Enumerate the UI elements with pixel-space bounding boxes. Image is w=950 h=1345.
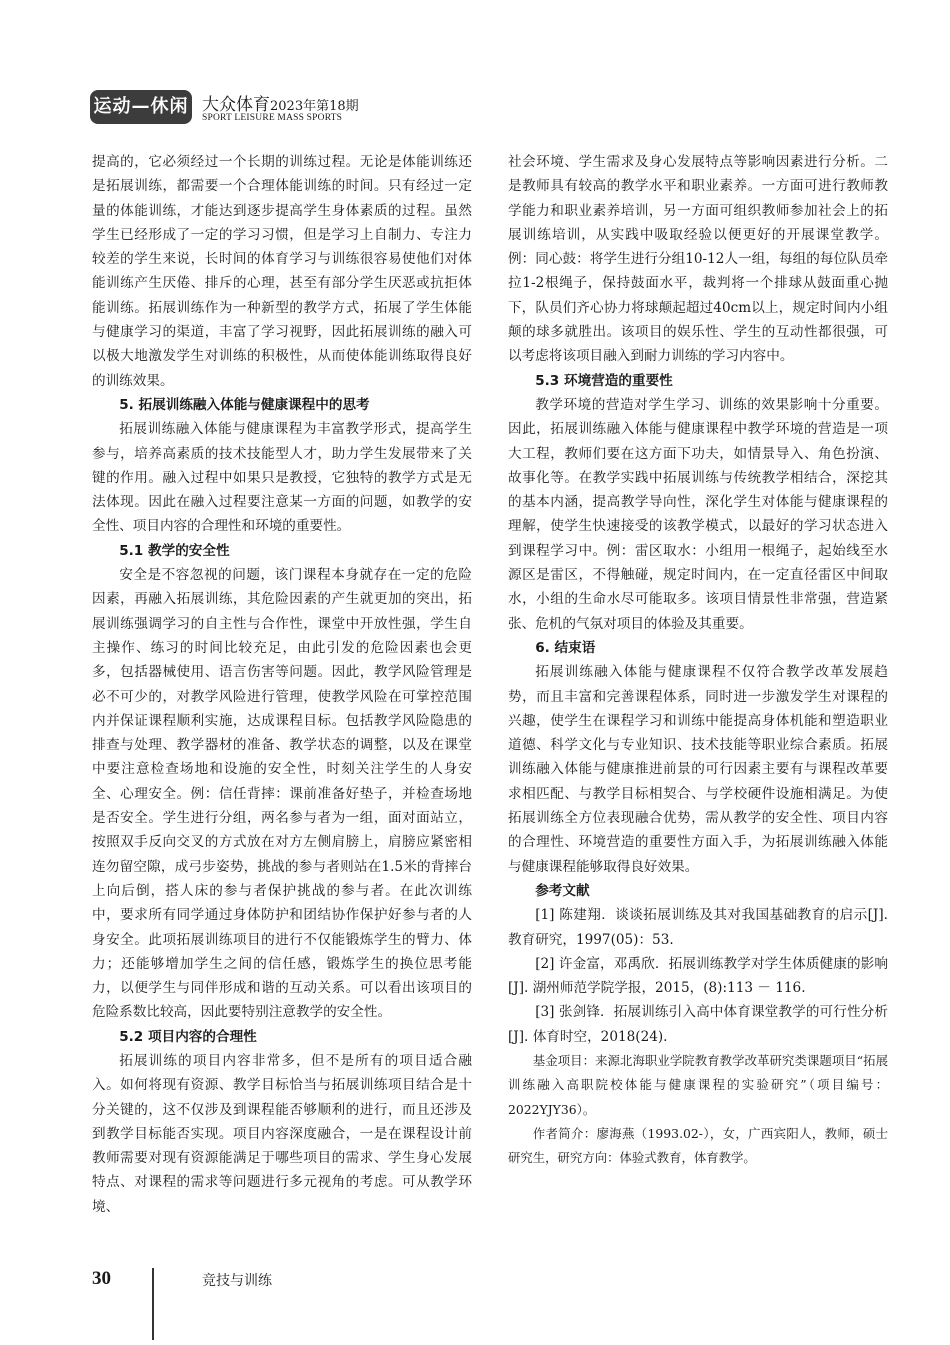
magazine-subtitle: SPORT LEISURE MASS SPORTS <box>202 113 343 123</box>
section-name: 竞技与训练 <box>202 1273 272 1289</box>
paragraph: 拓展训练融入体能与健康课程为丰富教学形式，提高学生参与，培养高素质的技术技能型人才，助力学生发展带来了关键的作用。融入过程中如果只是教授，它独特的教学方式是无法体现。因此在融入过程要注意某一方面的问题，如教学的安全性、项目内容的合理性和环境的重要性。 <box>92 421 472 535</box>
references-heading: 参考文献 <box>535 882 590 899</box>
page-footer <box>92 1268 872 1345</box>
right-column <box>508 150 888 1170</box>
reference-item: [2] 许金富，邓禹欣．拓展训练教学对学生体质健康的影响[J]. 湖州师范学院学报，2015，(8):113 － 116. <box>508 955 888 997</box>
section-heading: 5.1 教学的安全性 <box>119 542 230 559</box>
column-tag: 运动—休闲 <box>90 90 192 124</box>
paragraph: 提高的，它必须经过一个长期的训练过程。无论是体能训练还是拓展训练，都需要一个合理体能训练的时间。只有经过一定量的体能训练，才能达到逐步提高学生身体素质的过程。虽然学生已经形成了一定的学习习惯，但是学习上自制力、专注力较差的学生来说，长时间的体育学习与训练很容易使他们对体能训练产生厌倦、排斥的心理，甚至有部分学生厌恶或抗拒体能训练。拓展训练作为一种新型的教学方式，拓展了学生体能与健康学习的渠道，丰富了学习视野，因此拓展训练的融入可以极大地激发学生对训练的积极性，从而使体能训练取得良好的训练效果。 <box>92 154 472 389</box>
paragraph: 社会环境、学生需求及身心发展特点等影响因素进行分析。二是教师具有较高的教学水平和职业素养。一方面可进行教师教学能力和职业素养培训，另一方面可组织教师参加社会上的拓展训练培训，从实践中吸取经验以便更好的开展课堂教学。例：同心鼓：将学生进行分组10-12人一组，每组的每位队员牵拉1-2根绳子，保持鼓面水平，裁判将一个排球从鼓面重心抛下，队员们齐心协力将球颠起超过40cm以上，规定时间内小组颠的球多就胜出。该项目的娱乐性、学生的互动性都很强，可以考虑将该项目融入到耐力训练的学习内容中。 <box>508 154 888 365</box>
issue-label: 2023年第18期 <box>270 99 359 114</box>
paragraph: 教学环境的营造对学生学习、训练的效果影响十分重要。因此，拓展训练融入体能与健康课程中教学环境的营造是一项大工程，教师们要在这方面下功夫，如情景导入、角色扮演、故事化等。在教学实践中拓展训练与传统教学相结合，深挖其的基本内涵，提高教学导向性，深化学生对体能与健康课程的理解，使学生快速接受的该教学模式，以最好的学习状态进入到课程学习中。例：雷区取水：小组用一根绳子，起始线至水源区是雷区，不得触碰，规定时间内，在一定直径雷区中间取水，小组的生命水尽可能取多。该项目情景性非常强，营造紧张、危机的气氛对项目的体验及其重要。 <box>508 396 888 632</box>
footer-divider <box>152 1268 154 1340</box>
section-heading: 5. 拓展训练融入体能与健康课程中的思考 <box>119 396 370 413</box>
paragraph: 拓展训练融入体能与健康课程不仅符合教学改革发展趋势，而且丰富和完善课程体系，同时进一步激发学生对课程的兴趣，使学生在课程学习和训练中能提高身体机能和塑造职业道德、科学文化与专业知识、技术技能等职业综合素质。拓展训练融入体能与健康推进前景的可行因素主要有与课程改革要求相匹配、与教学目标相契合、与学校硬件设施相满足。为使拓展训练全方位表现融合优势，需从教学的安全性、项目内容的合理性、环境营造的重要性方面入手，为拓展训练融入体能与健康课程能够取得良好效果。 <box>508 664 888 875</box>
page-number: 30 <box>92 1268 111 1289</box>
magazine-title <box>202 90 359 115</box>
left-column <box>92 150 472 1219</box>
section-heading: 5.2 项目内容的合理性 <box>119 1028 257 1045</box>
section-heading: 5.3 环境营造的重要性 <box>535 372 673 389</box>
reference-item: [3] 张剑锋．拓展训练引入高中体育课堂教学的可行性分析[J]. 体育时空，2018(24). <box>508 1004 888 1045</box>
magazine-name: 大众体育 <box>202 95 270 115</box>
fund-note: 基金项目：来源北海职业学院教育教学改革研究类课题项目“拓展训练融入高职院校体能与健康课程的实验研究”（项目编号：2022YJY36）。 <box>508 1052 888 1117</box>
paragraph: 安全是不容忽视的问题，该门课程本身就存在一定的危险因素，再融入拓展训练，其危险因素的产生就更加的突出，拓展训练强调学习的自主性与合作性，课堂中开放性强，学生自主操作、练习的时间比较充足，由此引发的危险因素也会更多，包括器械使用、语言伤害等问题。因此，教学风险管理是必不可少的，对教学风险进行管理，使教学风险在可掌控范围内并保证课程顺利实施，达成课程目标。包括教学风险隐患的排查与处理、教学器材的准备、教学状态的调整，以及在课堂中要注意检查场地和设施的安全性，时刻关注学生的人身安全、心理安全。例：信任背摔：课前准备好垫子，并检查场地是否安全。学生进行分组，两名参与者为一组，面对面站立，按照双手反向交叉的方式放在对方左侧肩膀上，肩膀应紧密相连勿留空隙，成弓步姿势，挑战的参与者则站在1.5米的背摔台上向后倒，搭人床的参与者保护挑战的参与者。在此次训练中，要求所有同学通过身体防护和团结协作保护好参与者的人身安全。此项拓展训练项目的进行不仅能锻炼学生的臂力、体力；还能够增加学生之间的信任感，锻炼学生的换位思考能力，以便学生与同伴形成和谐的互动关系。可以看出该项目的危险系数比较高，因此要特别注意教学的安全性。 <box>92 567 472 1021</box>
reference-item: [1] 陈建翔．谈谈拓展训练及其对我国基础教育的启示[J]. 教育研究，1997(05)：53. <box>508 907 888 948</box>
paragraph: 拓展训练的项目内容非常多，但不是所有的项目适合融入。如何将现有资源、教学目标恰当与拓展训练项目结合是十分关键的，这不仅涉及到课程能否够顺利的进行，而且还涉及到教学目标能否实现。项目内容深度融合，一是在课程设计前教师需要对现有资源能满足于哪些项目的需求、学生身心发展特点、对课程的需求等问题进行多元视角的考虑。可从教学环境、 <box>92 1052 472 1215</box>
page-header <box>90 88 870 130</box>
author-note: 作者简介：廖海燕（1993.02-），女，广西宾阳人，教师，硕士研究生，研究方向：体验式教育，体育教学。 <box>508 1125 888 1166</box>
section-heading: 6. 结束语 <box>535 639 596 656</box>
